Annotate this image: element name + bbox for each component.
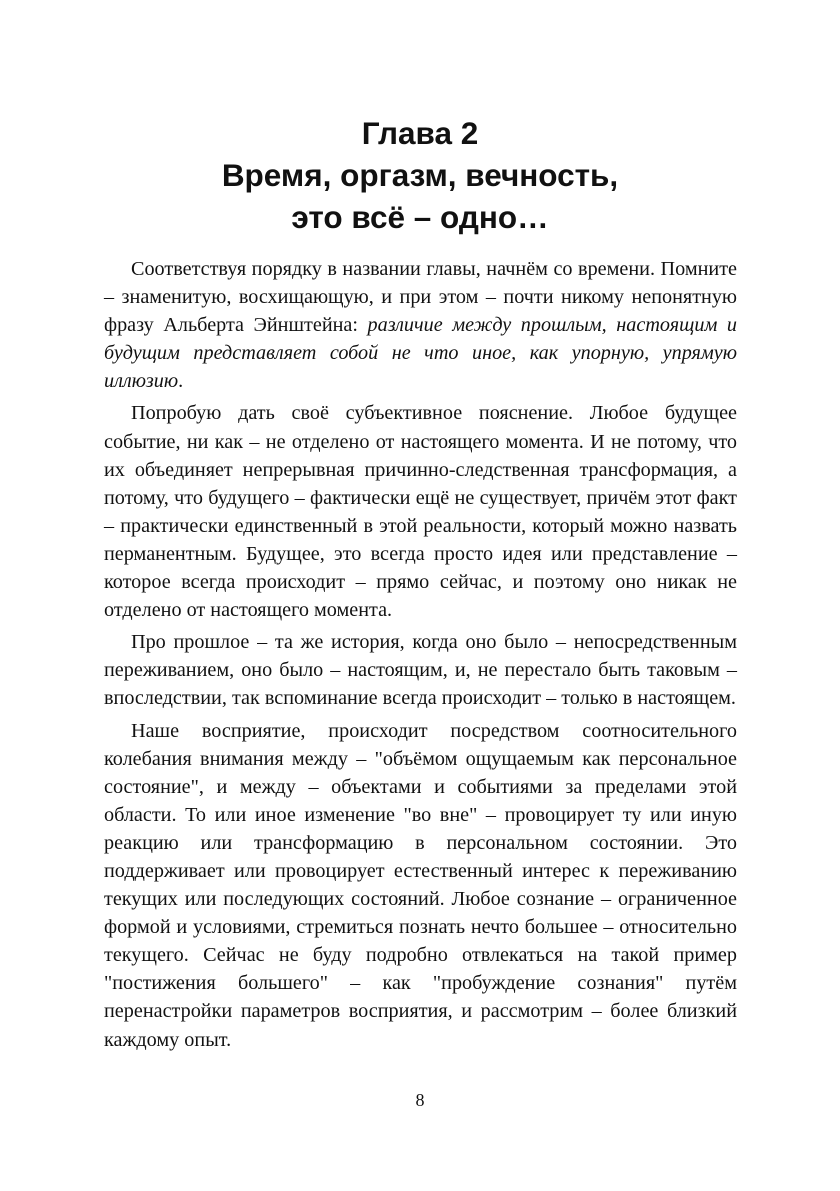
chapter-heading (0, 112, 840, 238)
paragraph-1 (104, 255, 737, 395)
page-number: 8 (415, 1090, 425, 1110)
chapter-number: Глава 2 (361, 115, 479, 151)
chapter-body (104, 255, 737, 1054)
paragraph-3: Про прошлое – та же история, когда оно было – непосредственным переживанием, оно было – настоящим, и, не перестало быть таковым – впоследствии, так вспоминание всегда происходит – только в настоящем. (104, 631, 737, 710)
paragraph-1-end: . (178, 370, 184, 393)
einstein-quote: различие между прошлым, настоящим и будущим представляет собой не что иное, как упорную, упрямую иллюзию (104, 314, 737, 393)
paragraph-4: Наше восприятие, происходит посредством соотносительного колебания внимания между – "объёмом ощущаемым как персональное состояние", и между – объектами и событиями за пределами этой области. То или иное изменение "во вне" – провоцирует ту или иную реакцию или трансформацию в персональном состоянии. Это поддерживает или провоцирует естественный интерес к переживанию текущих или последующих состояний. Любое сознание – ограниченное формой и условиями, стремиться познать нечто большее – относительно текущего. Сейчас не буду подробно отвлекаться на такой пример "постижения большего" – как "пробуждение сознания" путём перенастройки параметров восприятия, и рассмотрим – более близкий каждому опыт. (104, 719, 737, 1051)
paragraph-1-text: Соответствуя порядку в названии главы, начнём со времени. Помните – знаменитую, восхищающую, и при этом – почти никому непонятную фразу Альберта Эйнштейна: (104, 258, 737, 337)
paragraph-2: Попробую дать своё субъективное пояснение. Любое будущее событие, ни как – не отделено от настоящего момента. И не потому, что их объединяет непрерывная причинно-следственная трансформация, а потому, что будущего – фактически ещё не существует, причём этот факт – практически единственный в этой реальности, который можно назвать перманентным. Будущее, это всегда просто идея или представление – которое всегда происходит – прямо сейчас, и поэтому оно никак не отделено от настоящего момента. (104, 402, 737, 622)
chapter-title-line-2: это всё – одно… (291, 199, 549, 235)
chapter-title-line-1: Время, оргазм, вечность, (221, 157, 619, 193)
